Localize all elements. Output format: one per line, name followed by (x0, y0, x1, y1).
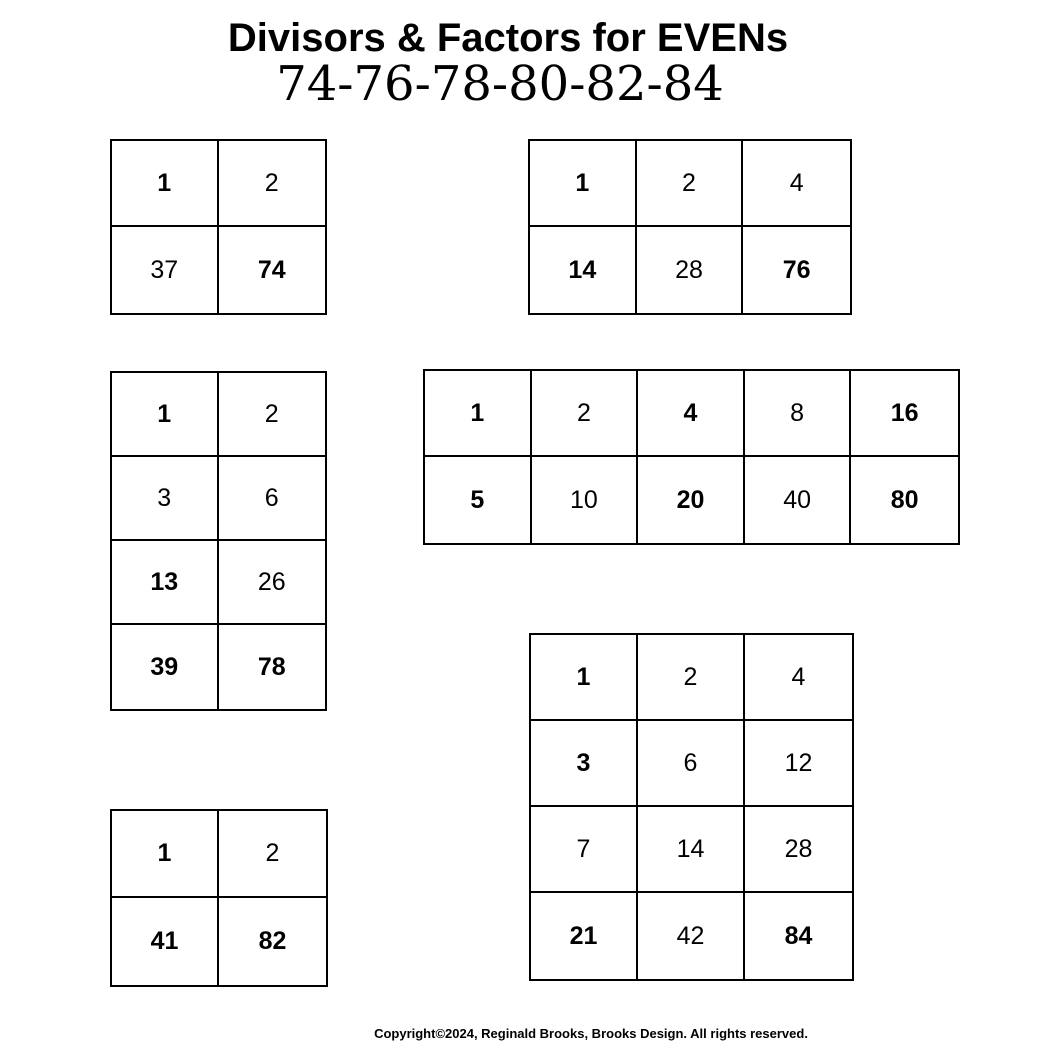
divisor-cell: 37 (112, 227, 219, 313)
divisor-cell: 7 (531, 807, 638, 893)
divisor-cell: 14 (638, 807, 745, 893)
divisor-cell: 20 (638, 457, 745, 543)
divisor-cell: 42 (638, 893, 745, 979)
divisor-cell: 39 (112, 625, 219, 709)
divisor-cell: 4 (745, 635, 852, 721)
divisor-cell: 76 (782, 255, 811, 284)
divisor-cell: 2 (637, 141, 744, 227)
divisor-cell: 12 (745, 721, 852, 807)
divisor-cell: 1 (112, 141, 219, 227)
divisor-cell: 3 (531, 721, 638, 807)
divisor-cell: 6 (219, 457, 326, 541)
divisor-cell: 10 (532, 457, 639, 543)
divisor-cell: 2 (638, 635, 745, 721)
divisor-cell: 80 (890, 485, 919, 514)
divisor-cell: 1 (530, 141, 637, 227)
divisor-cell: 5 (425, 457, 532, 543)
divisor-cell: 78 (257, 652, 286, 681)
divisor-cell: 40 (745, 457, 852, 543)
divisor-cell: 1 (112, 373, 219, 457)
divisor-cell: 82 (258, 927, 287, 955)
divisor-cell: 6 (638, 721, 745, 807)
divisor-cell: 1 (425, 371, 532, 457)
page-subtitle: 74-76-78-80-82-84 (276, 56, 724, 112)
divisor-cell: 14 (530, 227, 637, 313)
divisor-cell: 4 (638, 371, 745, 457)
divisor-cell: 3 (112, 457, 219, 541)
divisor-grid-80 (423, 369, 960, 545)
divisor-cell: 26 (219, 541, 326, 625)
divisor-grid-78 (110, 371, 327, 711)
divisor-cell: 28 (637, 227, 744, 313)
divisor-cell: 1 (531, 635, 638, 721)
copyright-notice: Copyright©2024, Reginald Brooks, Brooks Design. All rights reserved. (374, 1026, 808, 1041)
divisor-cell: 8 (745, 371, 852, 457)
divisor-cell: 28 (745, 807, 852, 893)
divisor-grid-84 (529, 633, 854, 981)
page-title: Divisors & Factors for EVENs (227, 16, 789, 60)
divisor-cell: 74 (257, 255, 286, 284)
divisor-cell: 2 (219, 373, 326, 457)
divisor-cell: 2 (219, 141, 326, 227)
divisor-cell: 4 (743, 141, 850, 227)
divisor-grid-76 (528, 139, 852, 315)
divisor-cell: 1 (112, 811, 219, 898)
divisor-cell: 41 (112, 898, 219, 985)
divisor-cell: 2 (532, 371, 639, 457)
divisor-cell: 21 (531, 893, 638, 979)
divisor-grid-74 (110, 139, 327, 315)
divisor-cell: 13 (112, 541, 219, 625)
divisor-cell: 2 (219, 811, 326, 898)
divisor-cell: 16 (851, 371, 958, 457)
divisor-grid-82 (110, 809, 328, 987)
divisor-cell: 84 (784, 921, 813, 950)
